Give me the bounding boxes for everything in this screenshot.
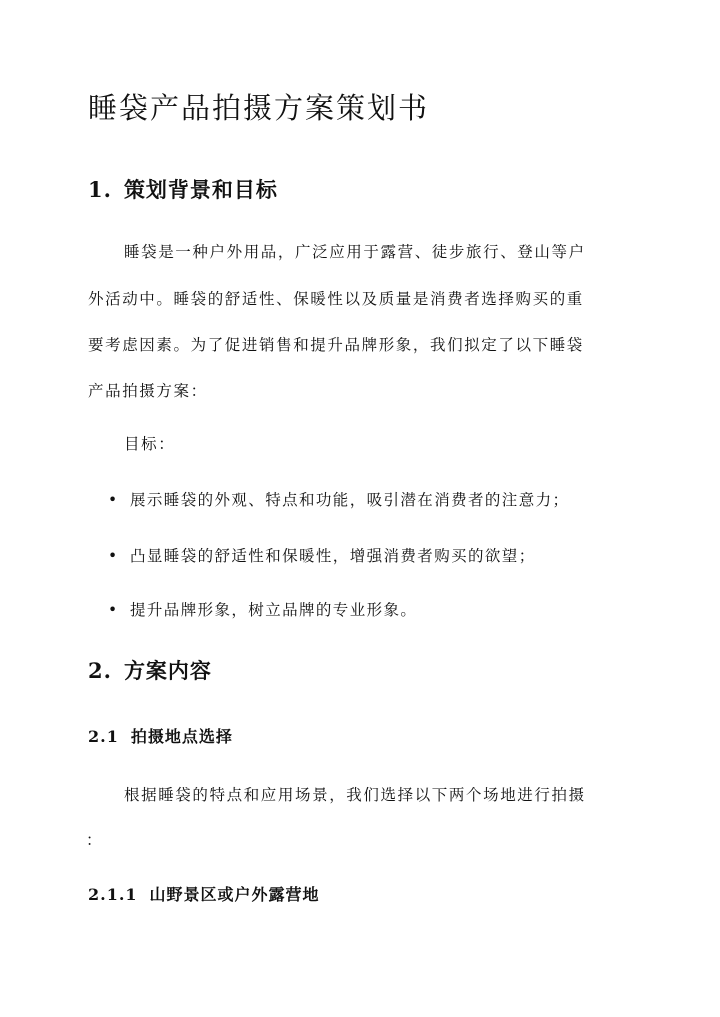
section-1-number: 1. bbox=[88, 177, 112, 202]
section-2-title: 方案内容 bbox=[123, 658, 212, 683]
goal-item-text: 展示睡袋的外观、特点和功能，吸引潜在消费者的注意力； bbox=[130, 491, 570, 509]
goal-item-2 bbox=[108, 544, 536, 566]
bullet-icon: • bbox=[108, 547, 119, 565]
section-2-heading bbox=[88, 655, 212, 685]
section-2-1-title: 拍摄地点选择 bbox=[130, 727, 233, 746]
goal-item-text: 凸显睡袋的舒适性和保暖性，增强消费者购买的欲望； bbox=[130, 547, 536, 565]
bullet-icon: • bbox=[108, 601, 119, 619]
section-1-paragraph-line-4: 产品拍摄方案： bbox=[88, 382, 208, 400]
section-2-number: 2. bbox=[88, 658, 112, 683]
goal-item-3 bbox=[108, 598, 417, 620]
bullet-icon: • bbox=[108, 491, 119, 509]
section-1-paragraph-line-3: 要考虑因素。为了促进销售和提升品牌形象，我们拟定了以下睡袋 bbox=[88, 336, 584, 354]
section-1-title: 策划背景和目标 bbox=[123, 177, 278, 202]
section-2-1-paragraph-line-2: ： bbox=[86, 831, 104, 849]
section-2-1-heading bbox=[88, 724, 233, 747]
section-2-1-paragraph-line-1: 根据睡袋的特点和应用场景，我们选择以下两个场地进行拍摄 bbox=[124, 786, 586, 804]
section-2-1-1-title: 山野景区或户外露营地 bbox=[149, 885, 320, 904]
section-1-paragraph-line-1: 睡袋是一种户外用品，广泛应用于露营、徒步旅行、登山等户 bbox=[124, 243, 586, 261]
section-1-heading bbox=[88, 174, 278, 204]
section-1-paragraph-line-2: 外活动中。睡袋的舒适性、保暖性以及质量是消费者选择购买的重 bbox=[88, 290, 584, 308]
section-2-1-1-heading bbox=[88, 882, 320, 905]
document-title: 睡袋产品拍摄方案策划书 bbox=[88, 91, 430, 125]
goals-label: 目标： bbox=[124, 435, 176, 453]
goal-item-1 bbox=[108, 488, 569, 510]
section-2-1-1-number: 2.1.1 bbox=[88, 885, 138, 904]
goal-item-text: 提升品牌形象，树立品牌的专业形象。 bbox=[130, 601, 418, 619]
section-2-1-number: 2.1 bbox=[88, 727, 119, 746]
